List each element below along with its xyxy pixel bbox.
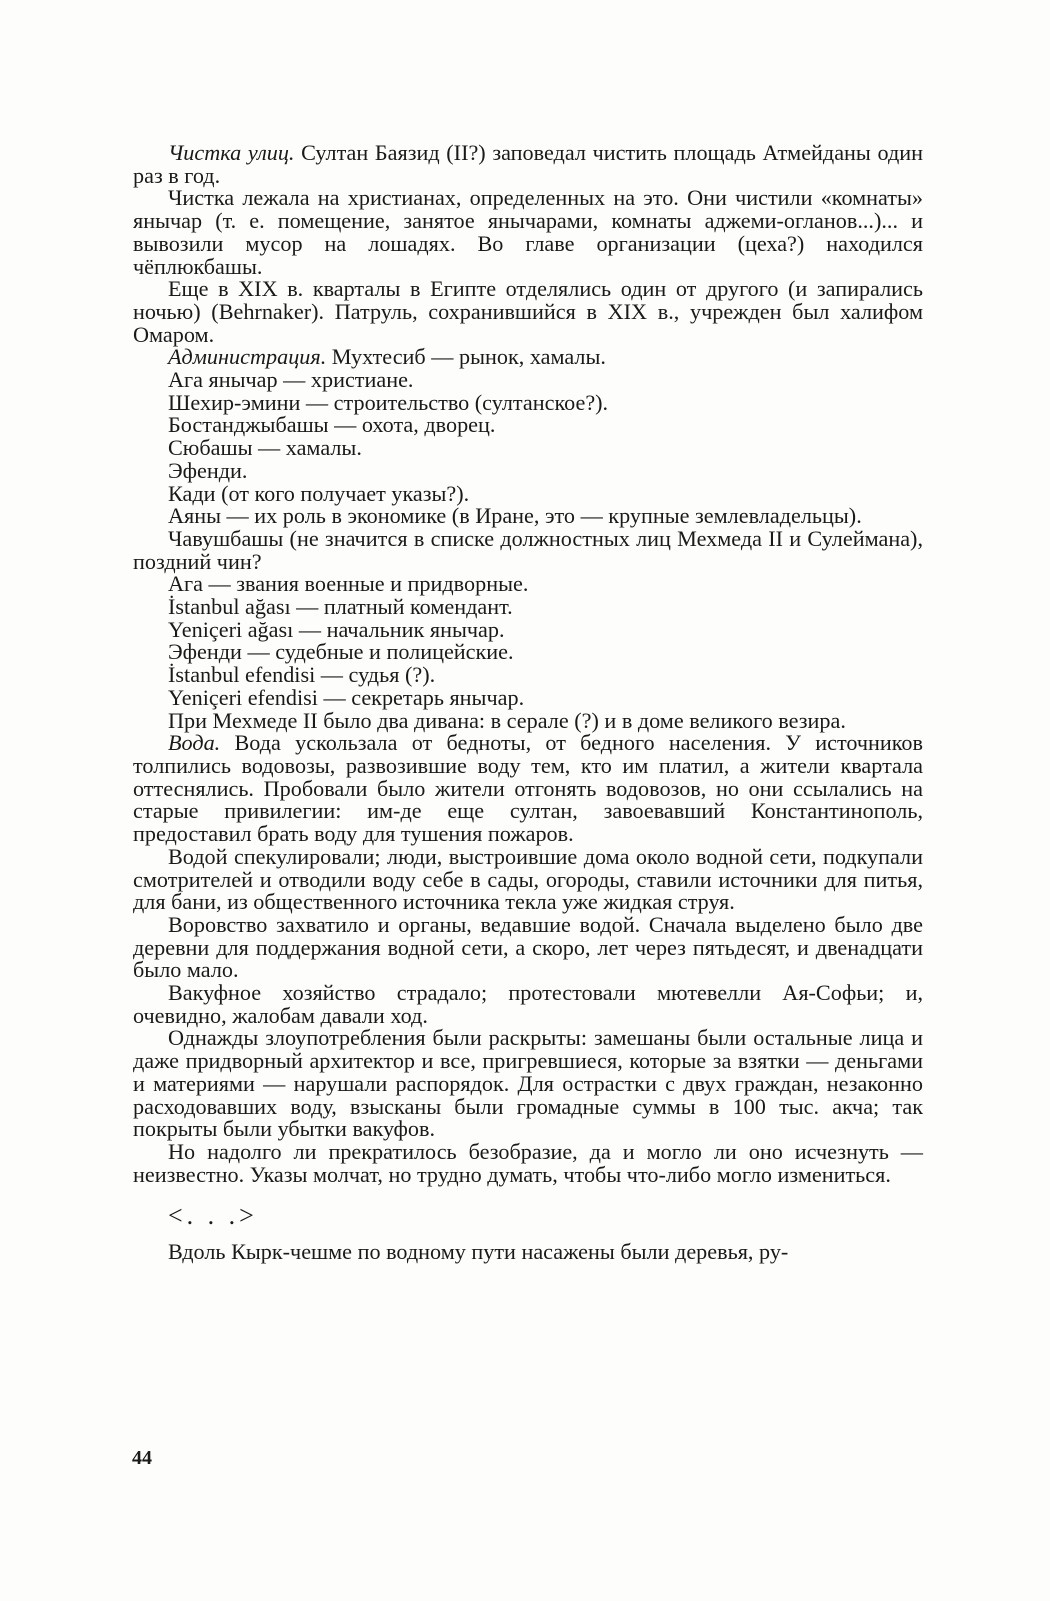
- paragraph: [133, 187, 923, 278]
- paragraph-text: При Мехмеде II было два дивана: в серале (?) и в доме великого везира.: [168, 707, 846, 733]
- paragraph-text: Чавушбашы (не значится в списке должностных лиц Мехмеда II и Сулеймана), поздний чин?: [133, 525, 923, 574]
- paragraph: [133, 346, 923, 369]
- paragraph-text: Чистка лежала на христианах, определенных на это. Они чистили «комнаты» янычар (т. е. помещение, занятое янычарами, комнаты аджеми-огланов...)... и вывозили мусор на лошадях. Во главе организации (цеха?) находился чёплюкбашы.: [133, 185, 923, 279]
- paragraph-text: Yeniçeri efendisi — секретарь янычар.: [168, 684, 525, 710]
- paragraph: [133, 732, 923, 846]
- paragraph-text: Водой спекулировали; люди, выстроившие дома около водной сети, подкупали смотрителей и отводили воду себе в сады, огороды, ставили источники для питья, для бани, из общественного источника текла уже жидкая струя.: [133, 843, 923, 915]
- paragraph-text: Но надолго ли прекратилось безобразие, да и могло ли оно исчезнуть — неизвестно. Указы молчат, но трудно думать, чтобы что-либо могло измениться.: [133, 1138, 923, 1187]
- paragraph: [133, 616, 923, 642]
- section-heading: Администрация.: [168, 344, 327, 370]
- final-paragraph: Вдоль Кырк-чешме по водному пути насажены были деревья, ру-: [168, 1239, 789, 1265]
- paragraph: [133, 1138, 923, 1187]
- section-heading: Чистка улиц.: [168, 140, 295, 165]
- paragraph-text: İstanbul efendisi — судья (?).: [168, 662, 436, 688]
- paragraph: [133, 437, 923, 460]
- paragraph: [133, 457, 923, 483]
- paragraph-text: Эфенди.: [168, 457, 248, 483]
- paragraph-text: Воровство захватило и органы, ведавшие водой. Сначала выделено было две деревни для поддержания водной сети, а скоро, лет через пятьдесят, и двенадцати было мало.: [133, 911, 923, 983]
- paragraph: [133, 505, 923, 528]
- paragraph: [133, 982, 923, 1027]
- paragraph: [133, 573, 923, 596]
- body-text: [133, 142, 923, 1264]
- page-number: 44: [132, 1447, 152, 1469]
- paragraph-text: Шехир-эмини — строительство (султанское?).: [168, 389, 609, 415]
- paragraph: [133, 414, 923, 437]
- paragraph-text: Вакуфное хозяйство страдало; протестовали мютевелли Ая-Софьи; и, очевидно, жалобам давали ход.: [133, 980, 923, 1028]
- paragraph-list: [133, 142, 923, 1186]
- paragraph: [133, 389, 923, 415]
- paragraph-text: Сюбашы — хамалы.: [168, 435, 362, 461]
- paragraph: [133, 369, 923, 392]
- paragraph-text: Эфенди — судебные и полицейские.: [168, 639, 514, 665]
- paragraph-text: Бостанджыбашы — охота, дворец.: [168, 412, 496, 438]
- paragraph: [133, 525, 923, 574]
- paragraph-text: Однажды злоупотребления были раскрыты: замешаны были остальные лица и даже придворный архитектор и все, пригревшиеся, которые за взятки — деньгами и материями — нарушали распорядок. Для острастки с двух граждан, незаконно расходовавших воду, взысканы были громадные суммы в 100 тыс. акча; так покрыты были убытки вакуфов.: [133, 1025, 923, 1142]
- paragraph: [133, 641, 923, 664]
- paragraph-text: İstanbul ağası — платный комендант.: [168, 594, 513, 620]
- paragraph: [133, 911, 923, 983]
- paragraph: [133, 664, 923, 687]
- paragraph: [133, 278, 923, 346]
- paragraph: [133, 843, 923, 915]
- omission-mark: <. . .>: [168, 1201, 258, 1231]
- paragraph-text: Кади (от кого получает указы?).: [168, 480, 470, 506]
- paragraph-text: Вода ускользала от бедноты, от бедного населения. У источников толпились водовозы, развозившие воду тем, кто им платил, а жители квартала оттеснялись. Пробовали было жители отгонять водовозов, но они ссылались на старые привилегии: им-де еще султан, завоевавший Константинополь, предоставил брать воду для тушения пожаров.: [133, 730, 923, 847]
- paragraph-text: Ага янычар — христиане.: [168, 367, 414, 393]
- paragraph: [133, 684, 923, 710]
- paragraph: [133, 142, 923, 187]
- paragraph-text: Аяны — их роль в экономике (в Иране, это — крупные землевладельцы).: [168, 503, 862, 529]
- paragraph-text: Еще в XIX в. кварталы в Египте отделялись один от другого (и запирались ночью) (Behrnaker). Патруль, сохранившийся в XIX в., учрежден был халифом Омаром.: [133, 276, 923, 347]
- paragraph-text: Султан Баязид (II?) заповедал чистить площадь Атмейданы один раз в год.: [133, 140, 923, 188]
- paragraph-text: Yeniçeri ağası — начальник янычар.: [168, 616, 505, 642]
- paragraph-text: Мухтесиб — рынок, хамалы.: [326, 344, 606, 370]
- paragraph: [133, 707, 923, 733]
- paragraph-text: Ага — звания военные и придворные.: [168, 571, 529, 597]
- paragraph: [133, 1027, 923, 1141]
- paragraph: [133, 596, 923, 619]
- section-heading: Вода.: [168, 730, 221, 756]
- paragraph: [133, 480, 923, 506]
